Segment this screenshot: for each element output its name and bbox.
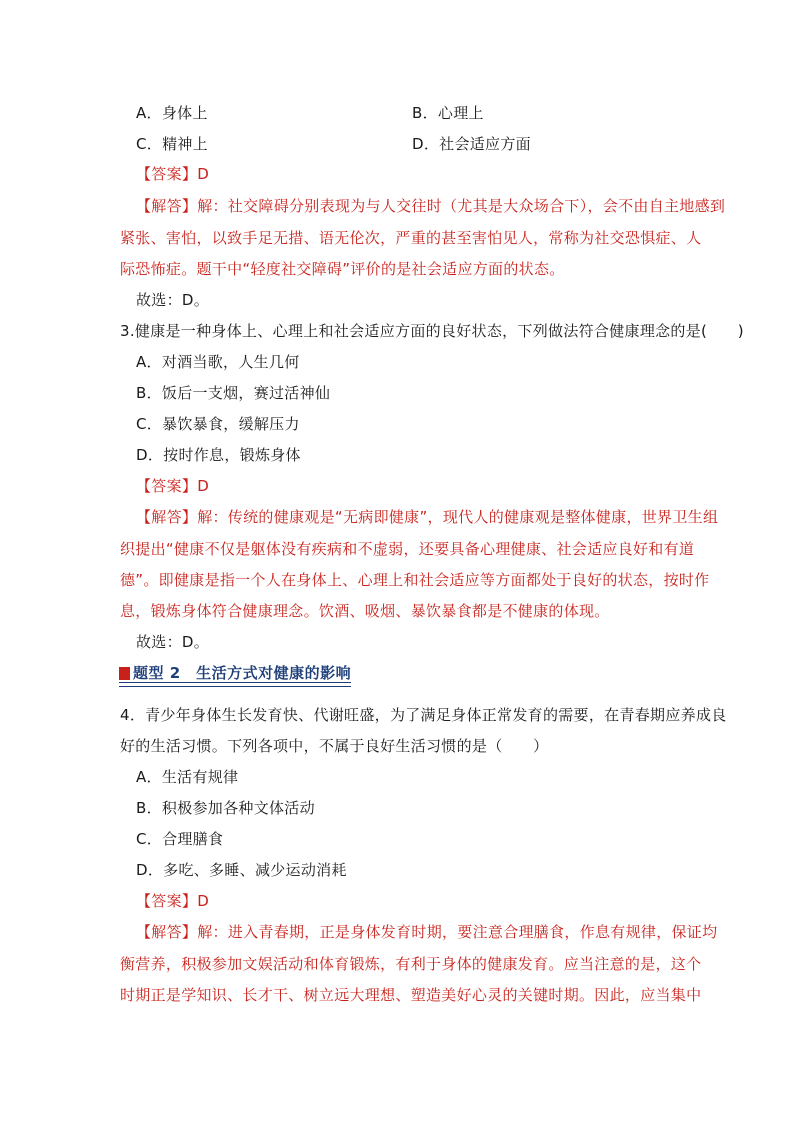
q3-option-a: A．对酒当歌，人生几何 [136, 353, 300, 371]
q4-analysis-line-2: 衡营养，积极参加文娱活动和体育锻炼，有利于身体的健康发育。应当注意的是，这个 [120, 955, 702, 973]
q4-analysis-line-3: 时期正是学知识、长才干、树立远大理想、塑造美好心灵的关键时期。因此，应当集中 [120, 986, 702, 1004]
q4-stem-line-2: 好的生活习惯。下列各项中，不属于良好生活习惯的是（ ） [120, 737, 549, 755]
q3-analysis-line-1 [136, 507, 718, 527]
analysis-text: 解：进入青春期，正是身体发育时期，要注意合理膳食，作息有规律，保证均 [197, 923, 718, 941]
q3-analysis-line-2: 织提出“健康不仅是躯体没有疾病和不虚弱，还要具备心理健康、社会适应良好和有道 [120, 540, 695, 558]
q2-analysis-line-1 [136, 196, 725, 216]
section-title: 题型 2 生活方式对健康的影响 [133, 664, 352, 682]
answer-tag: 【答案】 [136, 165, 198, 183]
answer-value: D [197, 477, 210, 495]
q4-answer [136, 891, 209, 911]
analysis-tag: 【解答】 [136, 197, 198, 215]
q2-analysis-line-3: 际恐怖症。题干中“轻度社交障碍”评价的是社会适应方面的状态。 [120, 260, 565, 278]
analysis-tag: 【解答】 [136, 508, 198, 526]
q2-option-d: D．社会适应方面 [412, 135, 531, 153]
q3-answer [136, 476, 209, 496]
q3-option-c: C．暴饮暴食，缓解压力 [136, 415, 300, 433]
q3-option-b: B．饭后一支烟，赛过活神仙 [136, 384, 331, 402]
section-marker-icon [119, 667, 130, 680]
q2-answer [136, 164, 209, 184]
q4-analysis-line-1 [136, 922, 717, 942]
q3-analysis-line-3: 德”。即健康是指一个人在身体上、心理上和社会适应等方面都处于良好的状态，按时作 [120, 571, 710, 589]
q3-conclusion: 故选：D。 [136, 633, 210, 651]
q4-option-c: C．合理膳食 [136, 830, 224, 848]
answer-value: D [197, 165, 210, 183]
q2-option-c: C．精神上 [136, 135, 208, 153]
q3-stem: 3.健康是一种身体上、心理上和社会适应方面的良好状态，下列做法符合健康理念的是( ) [120, 322, 744, 340]
q4-option-d: D．多吃、多睡、减少运动消耗 [136, 861, 347, 879]
q3-option-d: D．按时作息，锻炼身体 [136, 446, 301, 464]
q2-analysis-line-2: 紧张、害怕，以致手足无措、语无伦次，严重的甚至害怕见人，常称为社交恐惧症、人 [120, 229, 702, 247]
answer-tag: 【答案】 [136, 892, 198, 910]
q4-option-a: A．生活有规律 [136, 768, 239, 786]
analysis-tag: 【解答】 [136, 923, 198, 941]
analysis-text: 解：社交障碍分别表现为与人交往时（尤其是大众场合下），会不由自主地感到 [197, 197, 726, 215]
q2-conclusion: 故选：D。 [136, 291, 210, 309]
analysis-text: 解：传统的健康观是“无病即健康”，现代人的健康观是整体健康，世界卫生组 [197, 508, 719, 526]
section-heading [119, 662, 351, 684]
answer-tag: 【答案】 [136, 477, 198, 495]
q2-option-a: A．身体上 [136, 104, 208, 122]
q3-analysis-line-4: 息，锻炼身体符合健康理念。饮酒、吸烟、暴饮暴食都是不健康的体现。 [120, 602, 610, 620]
q4-stem-line-1: 4．青少年身体生长发育快、代谢旺盛，为了满足身体正常发育的需要，在青春期应养成良 [120, 706, 727, 724]
q2-option-b: B．心理上 [412, 104, 484, 122]
section-underline [119, 682, 351, 687]
answer-value: D [197, 892, 210, 910]
q4-option-b: B．积极参加各种文体活动 [136, 799, 315, 817]
